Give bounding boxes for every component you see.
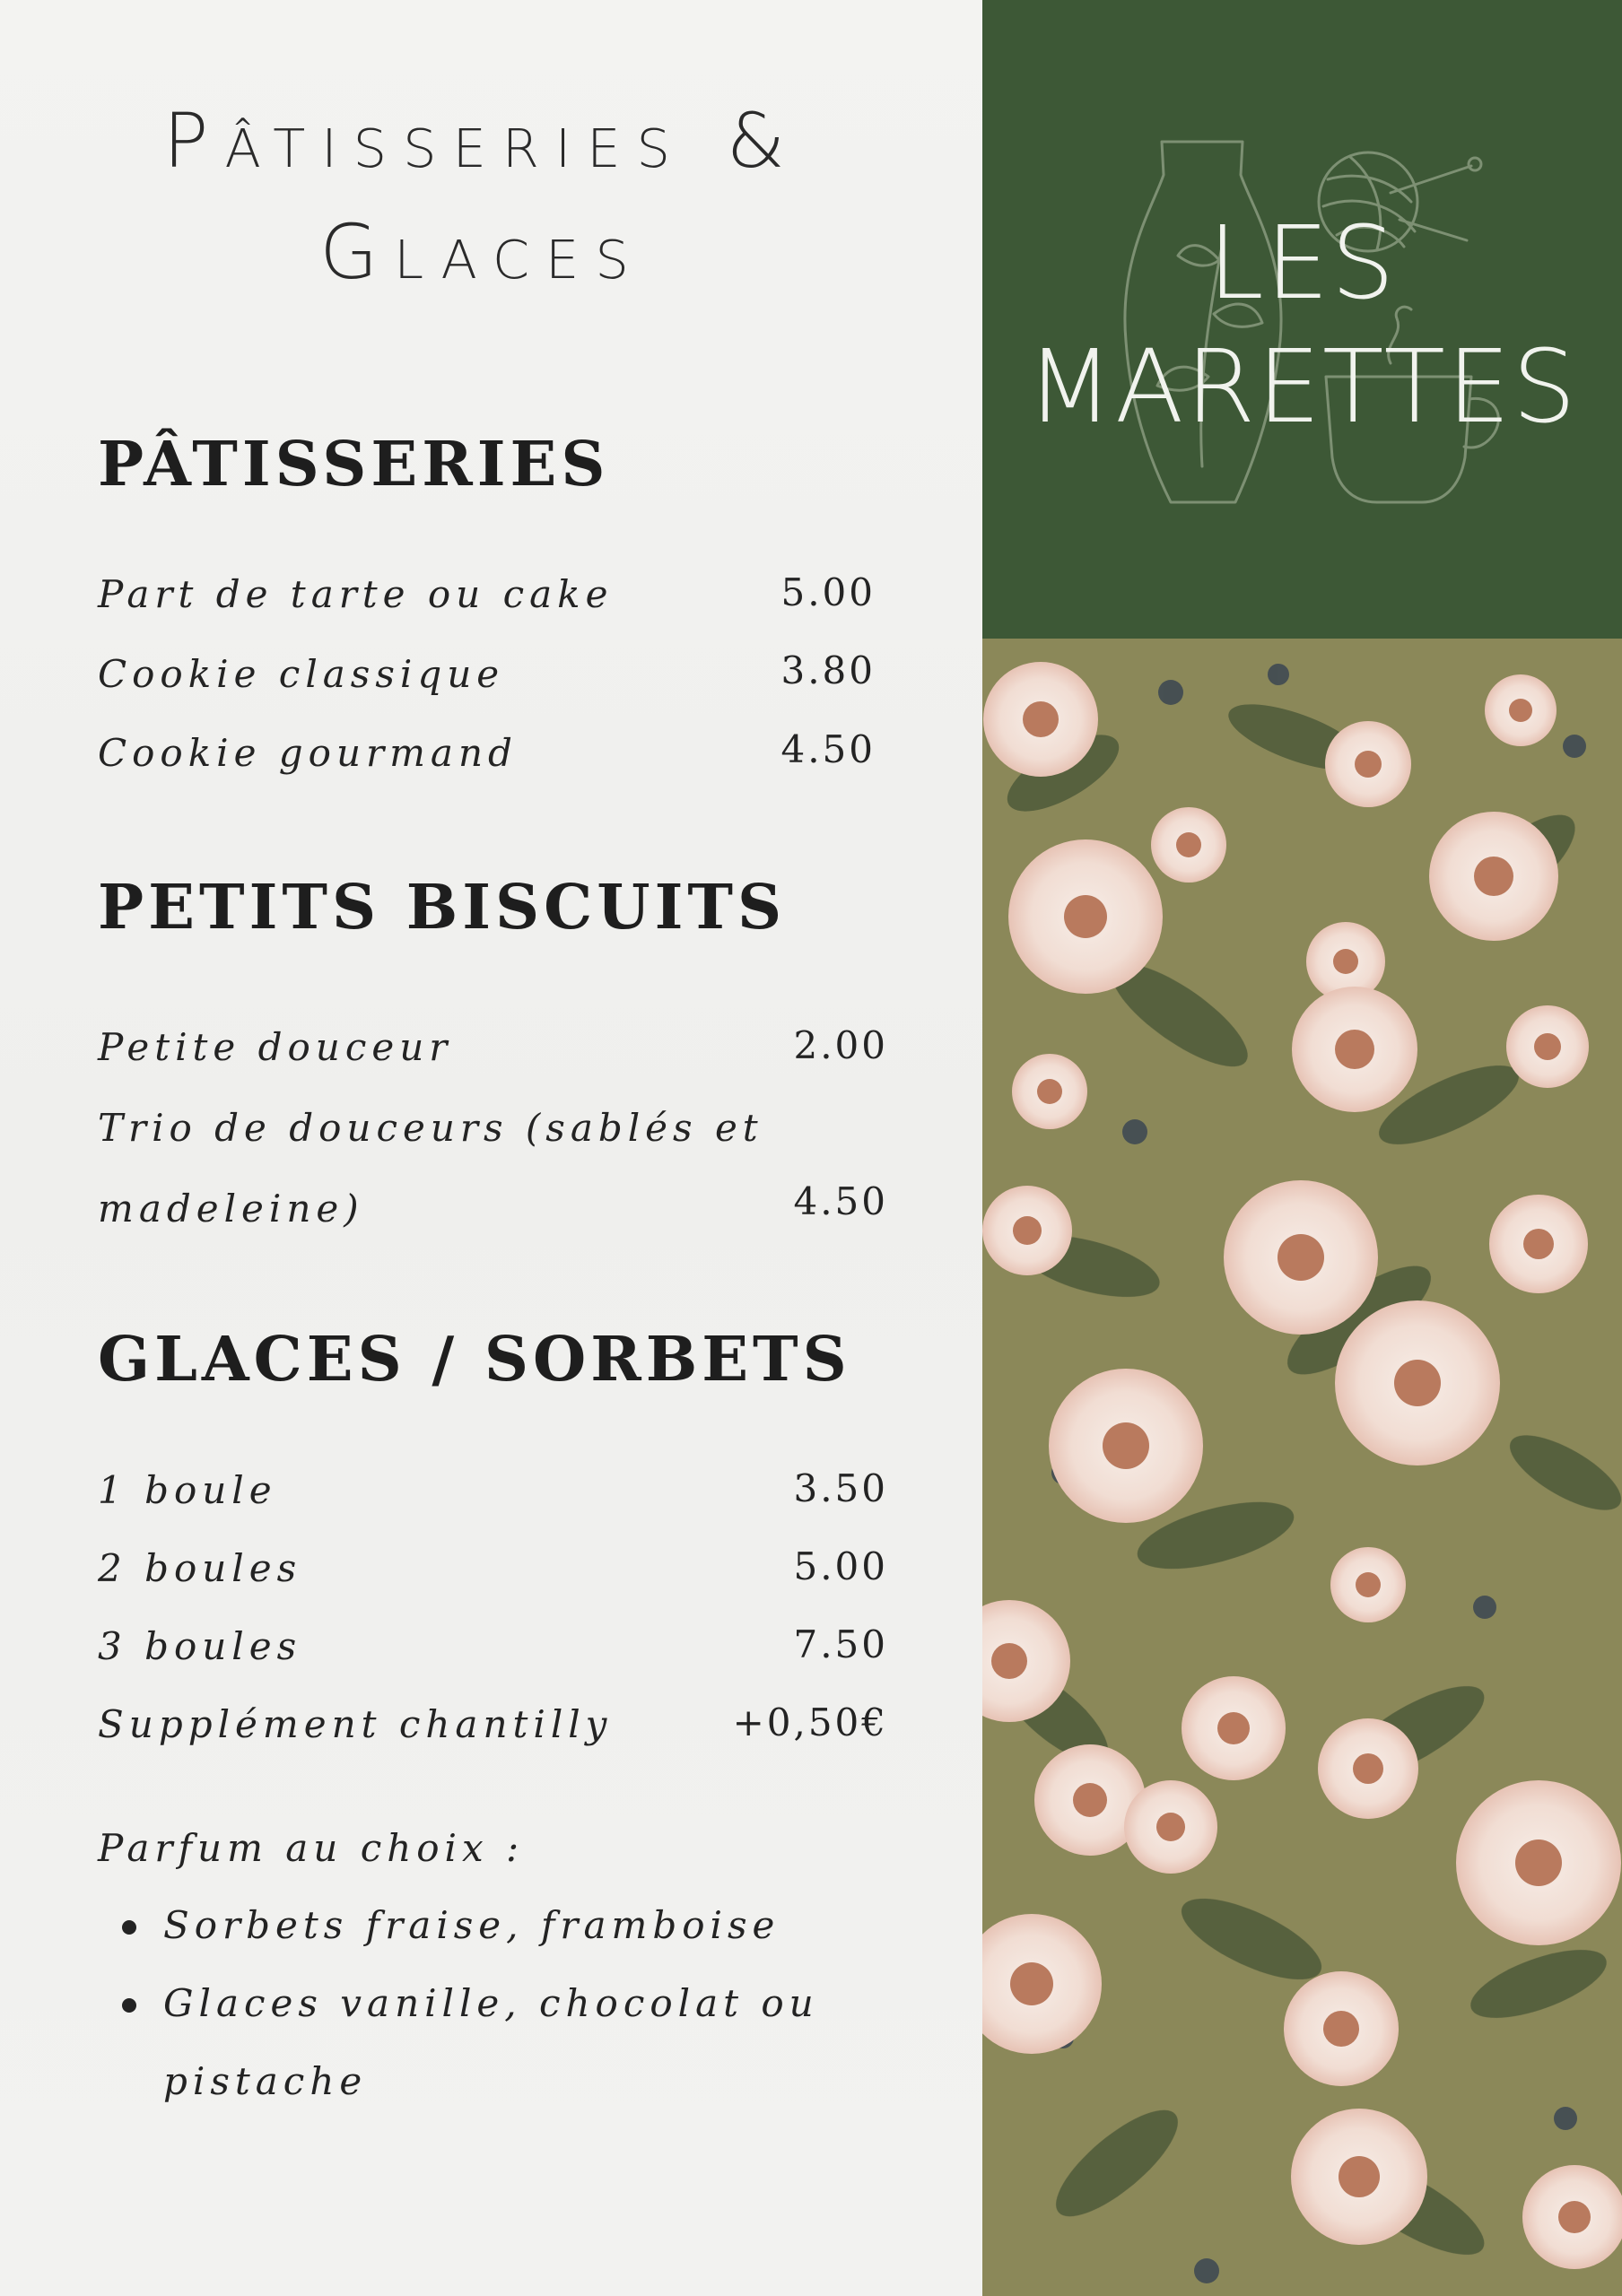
menu-item-name-line1: Trio de douceurs (sablés et [98,1106,763,1150]
menu-item-price: +0,50€ [732,1700,888,1744]
flavor-list-item: Sorbets fraise, framboise [163,1903,780,1947]
flavor-list-item-line2: pistache [163,2059,368,2103]
menu-item-name: 3 boules [98,1624,302,1668]
brand-logo [982,202,1622,449]
menu-item-name: Petite douceur [98,1025,453,1069]
page-title-line1: Pâtisseries & [162,97,802,185]
menu-item-price: 2.00 [793,1023,888,1067]
menu-item-price: 4.50 [793,1179,888,1223]
menu-item-price: 7.50 [793,1622,888,1666]
menu-item-name: Part de tarte ou cake [98,572,614,616]
menu-item-price: 3.80 [780,648,876,692]
floral-pattern [982,639,1622,2296]
menu-item-name: Cookie gourmand [98,731,518,775]
flavors-intro: Parfum au choix : [98,1826,525,1870]
menu-item-price: 5.00 [780,570,876,614]
section-title-patisseries: PÂTISSERIES [98,429,610,500]
section-title-glaces-sorbets: GLACES / SORBETS [98,1324,851,1396]
menu-item-price: 5.00 [793,1544,888,1588]
menu-item-name-line2: madeleine) [98,1187,364,1231]
menu-item-name: 1 boule [98,1468,277,1512]
bullet-icon [122,1998,136,2013]
menu-item-price: 4.50 [780,727,876,771]
menu-item-name: Supplément chantilly [98,1702,613,1746]
flavor-list-item-line1: Glaces vanille, chocolat ou [163,1981,819,2025]
floral-photo [982,639,1622,2296]
menu-item-name: Cookie classique [98,652,505,696]
section-title-petits-biscuits: PETITS BISCUITS [98,872,787,944]
bullet-icon [122,1920,136,1935]
page-title [0,85,964,308]
brand-name-line1: LES [1208,205,1397,322]
menu-item-name: 2 boules [98,1546,302,1590]
menu-item-price: 3.50 [793,1466,888,1510]
brand-name-line2: MARETTES [1026,329,1578,446]
page-title-line2: Glaces [319,208,645,296]
